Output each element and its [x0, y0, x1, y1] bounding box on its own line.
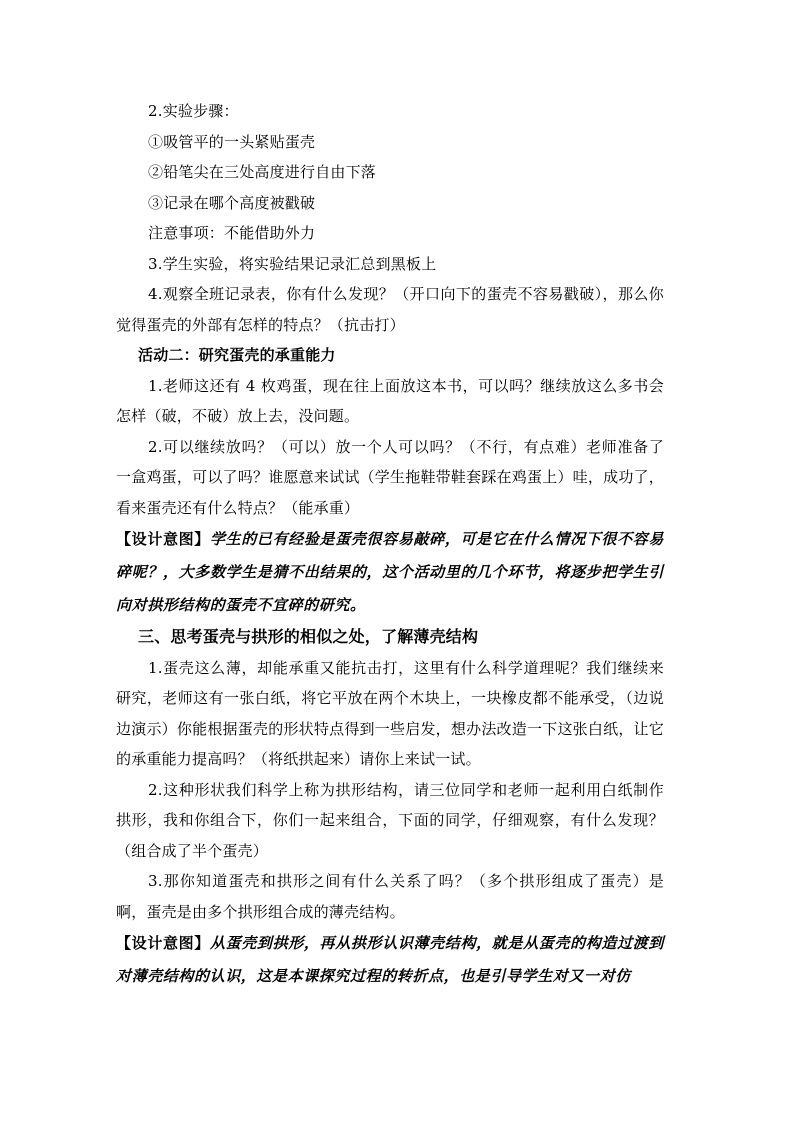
section-3-step-2: 2.这种形状我们科学上称为拱形结构，请三位同学和老师一起利用白纸制作拱形，我和你组合下，你们一起来组合，下面的同学，仔细观察，有什么发现？（组合成了半个蛋壳） — [116, 780, 664, 860]
step-item-2: ②铅笔尖在三处高度进行自由下落 — [148, 163, 377, 181]
design-intent-1-text: 学生的已有经验是蛋壳很容易敲碎，可是它在什么情况下很不容易碎呢？，大多数学生是猜不出结果的，这个活动里的几个环节，将逐步把学生引向对拱形结构的蛋壳不宜碎的研究。 — [116, 530, 664, 614]
step-heading: 2.实验步骤： — [148, 102, 239, 120]
notice-line: 注意事项：不能借助外力 — [148, 224, 316, 242]
design-intent-2-tag: 【设计意图】 — [116, 934, 210, 952]
experiment-step-4: 4.观察全班记录表，你有什么发现？（开口向下的蛋壳不容易戳破），那么你觉得蛋壳的外部有怎样的特点？（抗击打） — [116, 285, 664, 334]
experiment-step-3: 3.学生实验，将实验结果记录汇总到黑板上 — [148, 254, 437, 273]
design-intent-1 — [116, 523, 664, 622]
section-3-step-1: 1.蛋壳这么薄，却能承重又能抗击打，这里有什么科学道理呢？我们继续来研究，老师这有一张白纸，将它平放在两个木块上，一块橡皮都不能承受，（边说边演示）你能根据蛋壳的形状特点得到一些启发，想办法改造一下这张白纸，让它的承重能力提高吗？（将纸拱起来）请你上来试一试。 — [116, 658, 664, 768]
design-intent-2 — [116, 927, 664, 993]
section-3-step-3: 3.那你知道蛋壳和拱形之间有什么关系了吗？（多个拱形组成了蛋壳）是啊，蛋壳是由多个拱形组合成的薄壳结构。 — [116, 872, 664, 921]
design-intent-1-tag: 【设计意图】 — [116, 530, 210, 548]
document-body — [116, 96, 664, 993]
activity-2-step-1: 1.老师这还有 4 枚鸡蛋，现在往上面放这本书，可以吗？继续放这么多书会怎样（破，不破）放上去，没问题。 — [116, 376, 664, 425]
design-intent-2-text: 从蛋壳到拱形，再从拱形认识薄壳结构，就是从蛋壳的构造过渡到对薄壳结构的认识，这是本课探究过程的转折点，也是引导学生对又一对仿 — [116, 934, 664, 985]
activity-2-title: 活动二：研究蛋壳的承重能力 — [138, 346, 336, 364]
step-item-3: ③记录在哪个高度被戳破 — [148, 193, 316, 212]
activity-2-step-2: 2.可以继续放吗？（可以）放一个人可以吗？（不行，有点难）老师准备了一盒鸡蛋，可以了吗？谁愿意来试试（学生拖鞋带鞋套踩在鸡蛋上）哇，成功了，看来蛋壳还有什么特点？（能承重） — [116, 437, 664, 517]
step-item-1: ①吸管平的一头紧贴蛋壳 — [148, 132, 316, 151]
section-3-title: 三、思考蛋壳与拱形的相似之处，了解薄壳结构 — [138, 627, 479, 646]
